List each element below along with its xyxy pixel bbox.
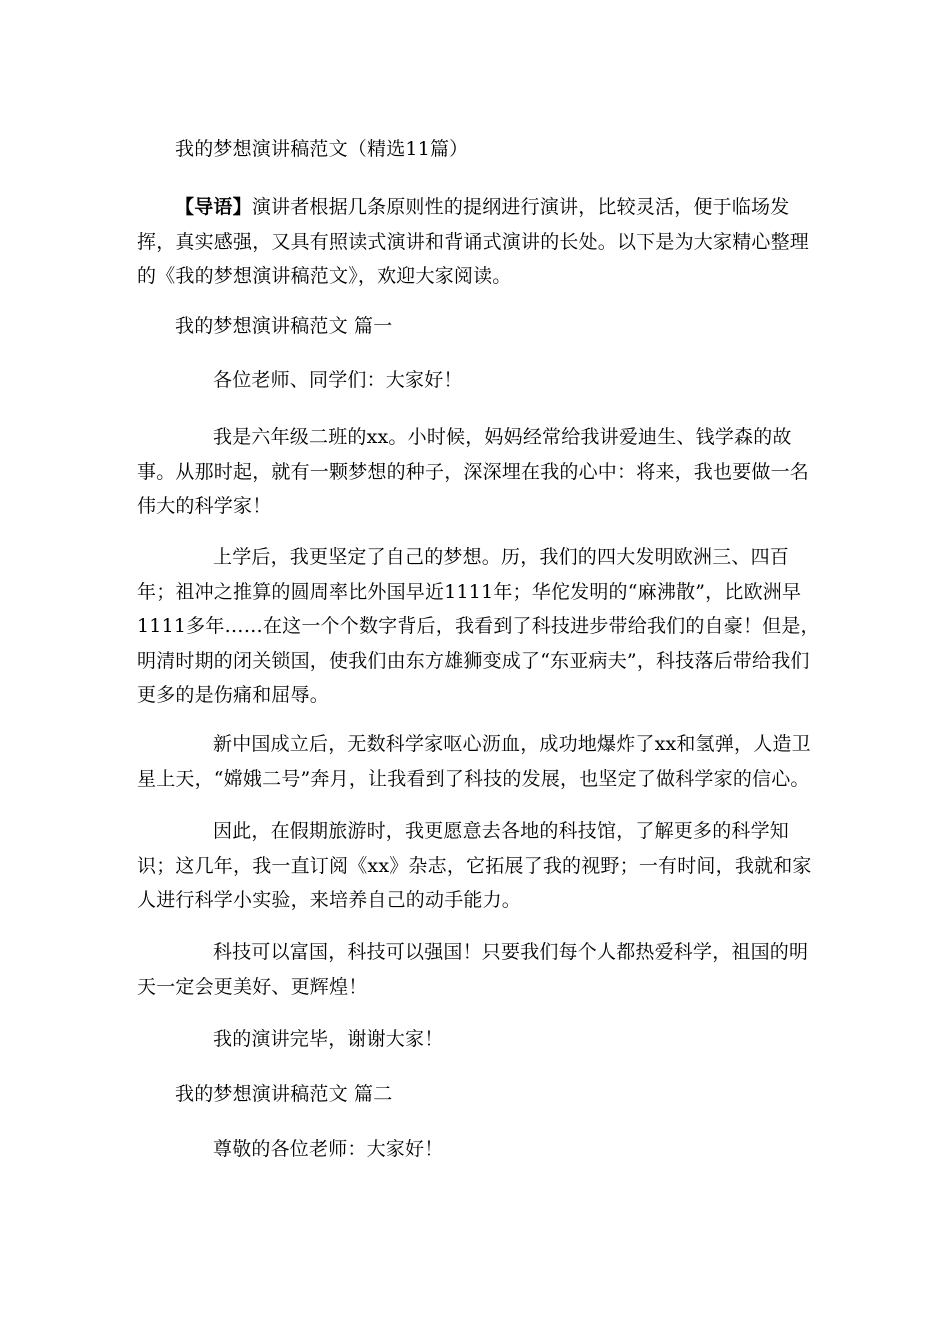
section2-heading: 我的梦想演讲稿范文 篇二: [175, 1083, 393, 1105]
paragraph-text: 因此，在假期旅游时，我更愿意去各地的科技馆，了解更多的科学知识；这几年，我一直订阅《xx》杂志，它拓展了我的视野；一有时间，我就和家人进行科学小实验，来培养自己的动手能力。: [137, 820, 812, 912]
section1-heading: 我的梦想演讲稿范文 篇一: [175, 315, 393, 337]
paragraph-text: 科技可以富国，科技可以强国！只要我们每个人都热爱科学，祖国的明天一定会更美好、更辉煌！: [137, 941, 809, 998]
paragraph-text: 上学后，我更坚定了自己的梦想。历，我们的四大发明欧洲三、四百年；祖冲之推算的圆周率比外国早近1111年；华佗发明的“麻沸散”，比欧洲早1111多年……在这一个个数字背后，我看到了科技进步带给我们的自豪！但是，明清时期的闭关锁国，使我们由东方雄狮变成了“东亚病夫”，科技落后带给我们更多的是伤痛和屈辱。: [137, 546, 820, 707]
intro-text: 演讲者根据几条原则性的提纲进行演讲，比较灵活，便于临场发挥，真实感强，又具有照读式演讲和背诵式演讲的长处。以下是为大家精心整理的《我的梦想演讲稿范文》，欢迎大家阅读。: [137, 196, 810, 288]
section1-paragraph-3: [137, 727, 827, 796]
section1-paragraph-5: [137, 935, 827, 1004]
section1-greeting: 各位老师、同学们：大家好！: [213, 369, 463, 391]
section1-paragraph-4: [137, 814, 827, 918]
paragraph-text: 我是六年级二班的xx。小时候，妈妈经常给我讲爱迪生、钱学森的故事。从那时起，就有一颗梦想的种子，深深埋在我的心中：将来，我也要做一名伟大的科学家！: [137, 426, 810, 518]
document-title: 我的梦想演讲稿范文（精选11篇）: [175, 138, 469, 160]
section1-paragraph-2: [137, 540, 827, 713]
section1-closing: 我的演讲完毕，谢谢大家！: [213, 1028, 444, 1050]
intro-lead-label: 【导语】: [175, 196, 252, 218]
intro-paragraph: [137, 190, 827, 294]
section2-greeting: 尊敬的各位老师：大家好！: [213, 1138, 444, 1160]
section1-paragraph-1: [137, 420, 827, 524]
paragraph-text: 新中国成立后，无数科学家呕心沥血，成功地爆炸了xx和氢弹，人造卫星上天，“嫦娥二号”奔月，让我看到了科技的发展，也坚定了做科学家的信心。: [137, 733, 811, 790]
